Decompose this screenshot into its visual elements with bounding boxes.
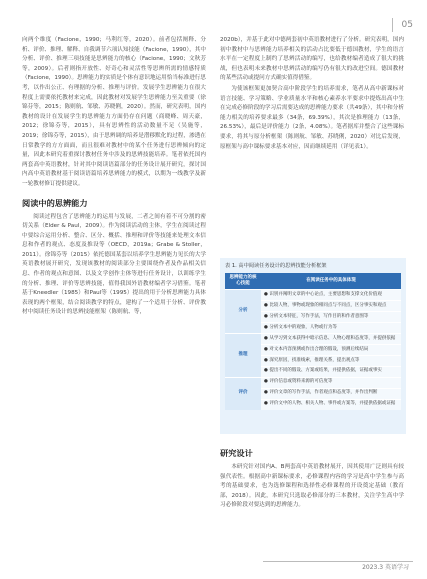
- task-item: 评价文章的写作手法，作者观点和态度等，并作出判断: [269, 390, 378, 396]
- framework-table-box: [220, 258, 406, 434]
- table-header-skill: 思辨能力的核心技能: [225, 273, 261, 290]
- table-cell: ● 识别并阐明文章的中心论点，主要思想和支撑文化价值观: [261, 290, 401, 301]
- right-paragraph-2: 为使该框架更加契合高中阶段学生的培养需求，笔者从高中新课标对语言技能、学习策略、学业质量水平和核心素养水平要求中提炼出高中生在完成必修阶段的学习后需要达成的思辨能力要求（共49条），其中和分析能力相关的培养要求最多（34条，69.39%），其次是推理能力（13条，26.53%），最后是评价能力（2条，4.08%）。笔者据库并整合了这些课标要求，将其与原分析框架（陈则航、邹敏、苏晓俐，2020）对比后发现，原框架与高中课标要求基本对应，因而继续延用（详见表1）。: [220, 85, 404, 150]
- task-item: 评价信息或资料来源的可信度等: [269, 379, 333, 385]
- task-item: 提出不同的假设、方案或结果，并提供依据，证据或事实: [269, 368, 382, 374]
- table-cell: ● 分析文本中的观象，人物或行为等: [261, 322, 401, 333]
- table-row: [225, 377, 401, 388]
- table-cell: ● 对文本内容预测或作出合理的假设，预测后续结局: [261, 344, 401, 355]
- table-title: 表 1. 高中阅读任务设计的思辨技能分析框架: [225, 263, 327, 269]
- task-item: 评价文中的人物、相关人物、事件或方案等，并提供依据或证据: [269, 401, 396, 407]
- task-item: 识别并阐明文章的中心论点，主要思想和支撑文化价值观: [269, 291, 382, 297]
- table-row: [225, 290, 401, 301]
- skill-inference: 推理: [225, 333, 261, 377]
- page-number: 05: [401, 20, 413, 30]
- task-item: 比较人物，事物或现象的相同点与不同点，区分事实和观点: [269, 302, 387, 308]
- right-paragraph-1: 2020b），并基于此对中德两套初中英语教材进行了分析。研究表明，国内初中教材中与思辨能力培养相关的活动占比要低于德国教材，学生的语言水平在一定程度上制约了思辨活动的编写，也给教材编者造成了很大的挑战，但也表明未来教材中思辨活动的编写仍有很大的改进空间。德国教材的某些活动或提问方式确实值得借鉴。: [220, 37, 404, 82]
- footer-journal: 2023.3 英语学习: [362, 564, 409, 571]
- research-design-section: [220, 440, 404, 511]
- table-cell: ● 提出不同的假设、方案或结果，并提供依据，证据或事实: [261, 366, 401, 377]
- design-paragraph: 本研究针对国内A、B两套高中英语教材展开，因其使用广泛则具有较强代表性。根据高中新课标要求，必修课程内容的学习是高中学生参与高考的基础要求，也为选修课程和选择性必修课程的开设奠定基础（教育部，2018）。因此，本研究只选取必修部分的三本教材，关注学生高中学习必修阶段对要达到的思辨能力。: [220, 464, 404, 509]
- framework-table: [225, 273, 401, 410]
- page-number-divider: [392, 18, 393, 32]
- right-column: [220, 36, 404, 153]
- table-cell: ● 分析文本特征，写作手法，写作目的和作者意图等: [261, 311, 401, 322]
- task-item: 深究原因，找准线索，推理关系，提出观点等: [269, 357, 360, 363]
- task-item: 分析文本特征，写作手法，写作目的和作者意图等: [269, 313, 369, 319]
- task-item: 对文本内容预测或作出合理的假设，预测后续结局: [269, 346, 369, 352]
- table-cell: ● 从学习到文本获得中暗示信息、人物心理和态度等，并提供依据: [261, 333, 401, 344]
- table-cell: ● 评价信息或资料来源的可信度等: [261, 377, 401, 388]
- left-paragraph-2: 阅读过程包含了思辨能力的运用与发展，二者之间有着不可分割的密切关系（Elder & Paul，2009）。作为阅读活动的主体，学生在阅读过程中要综合运用分析、整合、区分、概括、推理和评价等技能来处理文本信息和作者的观点、态度及推设等（OECD，2019a；Grabe & Stoller，2011）。徐锦芬等（2015）依托德国某套以培养学生思辨能力见长的大学英语教材展开研究，发现该教材的阅读部分主要围绕作者及作品相关信息、作者的观点和意图、以及文学创作主体等进行任务设计，以训练学生的分析、推理、评价等思辨技能，值得我国外语教材编者学习借鉴。笔者基于Kneedler（1985）和Paul等（1995）提出的用于分析思辨能力具体表现的两个框架，结合阅读教学的特点，建构了一个适用于分析、评价教材中阅读任务设计的思辨技能框架（陈则航、等，: [22, 213, 206, 316]
- section-heading-reading: 阅读中的思辨能力: [22, 197, 88, 208]
- skill-analysis: 分析: [225, 290, 261, 334]
- table-cell: ● 深究原因，找准线索，推理关系，提出观点等: [261, 355, 401, 366]
- table-header-row: [225, 273, 401, 290]
- table-header-tasks: 在阅读任务中的具体体现: [261, 273, 401, 290]
- left-column: [22, 36, 206, 319]
- table-cell: ● 评价文章的写作手法，作者观点和态度等，并作出判断: [261, 388, 401, 399]
- section-heading-design: 研究设计: [220, 448, 253, 458]
- task-item: 分析文本中的观象，人物或行为等: [269, 324, 337, 330]
- task-item: 从学习到文本获得中暗示信息、人物心理和态度等，并提供依据: [269, 335, 396, 341]
- table-cell: ● 评价文中的人物、相关人物、事件或方案等，并提供依据或证据: [261, 399, 401, 409]
- skill-evaluation: 评价: [225, 377, 261, 409]
- footer-divider: [263, 561, 413, 562]
- table-cell: ● 比较人物，事物或现象的相同点与不同点，区分事实和观点: [261, 300, 401, 311]
- left-paragraph-1: 向两个维度（Facione，1990；马利红等，2020）。前者包括阐释、分析、评价、推理、解释、自我调节六项认知技能（Facione，1990），其中分析、评价、推理三项技能是思辨能力的核心（Facione，1990；文秋芳等，2009）。后者则指开放性、好奇心和灵活性等思辨所需的情感特质（Facione，1990）。思辨能力的实质是个体有意识地运用恰当标准进行思考，以作出公正、有理据的分析、推理与评价。发展学生思辨能力在很大程度上需要依托教材来完成，因此教材对发展学生思辨能力至关重要（徐锦芬等，2015；陈则航、邹敏、苏晓俐，2020）。然而，研究表明，国内教材的设计在发展学生的思辨能力方面仍存在问题（商晓峰、周天豪，2012；徐锦芬等，2015），具有思辨性的活动数量不足（吴施等，2019；徐锦芬等，2015），由于思辨调的培养是潜移默化的过程，渗透在日常教学的方方面面，而且很难对教材中的某个任务进行思辨倾向的定量，因此本研究着重探讨教材任务中涉及的思辨技能培养。笔者依托国内两套高中英语教材，针对其中阅读语篇部分的任务设计展开研究，探讨国内高中英语教材基于阅读语篇培养思辨能力的模式，以期为一线教学及新一轮教材修订提供建议。: [22, 37, 206, 187]
- table-row: [225, 333, 401, 344]
